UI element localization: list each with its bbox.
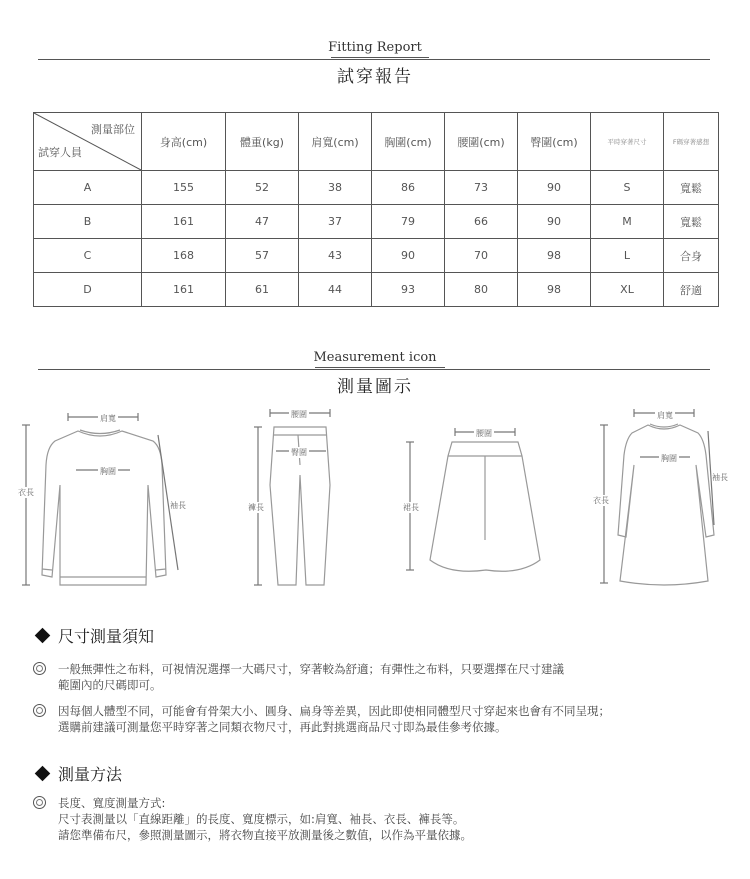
cell-waist: 73	[445, 171, 518, 205]
corner-bottom-label: 試穿人員	[38, 146, 82, 159]
cell-hip: 90	[518, 171, 591, 205]
cell-usual-size: L	[591, 239, 664, 273]
cell-weight: 61	[226, 273, 299, 307]
notice-heading	[33, 624, 154, 647]
cell-hip: 98	[518, 239, 591, 273]
method-item	[33, 795, 733, 843]
skirt-length-label: 裙長	[403, 503, 419, 512]
cell-weight: 57	[226, 239, 299, 273]
header-hip: 臀圍(cm)	[518, 113, 591, 171]
cell-chest: 79	[372, 205, 445, 239]
cell-hip: 98	[518, 273, 591, 307]
notice-heading-text: 尺寸測量須知	[58, 627, 155, 646]
diamond-icon	[35, 766, 51, 782]
cell-waist: 80	[445, 273, 518, 307]
fitting-title-en: Fitting Report	[328, 40, 422, 55]
header-weight: 體重(kg)	[226, 113, 299, 171]
header-usual-size: 平時穿著尺寸	[591, 113, 664, 171]
shirt-length-label: 衣長	[18, 488, 34, 497]
fitting-title-underline	[331, 57, 429, 58]
cell-shoulder: 44	[299, 273, 372, 307]
table-header-row	[34, 113, 719, 171]
table-row	[34, 239, 719, 273]
shirt-shoulder-label: 肩寬	[100, 414, 116, 423]
cell-person: A	[34, 171, 142, 205]
table-row	[34, 171, 719, 205]
cell-usual-size: XL	[591, 273, 664, 307]
skirt-illustration	[400, 420, 550, 585]
dress-sleeve-label: 袖長	[712, 473, 728, 482]
notice-item	[33, 661, 733, 693]
method-line: 長度、寬度測量方式:	[58, 796, 166, 810]
pants-waist-label: 腰圍	[291, 410, 307, 419]
cell-shoulder: 38	[299, 171, 372, 205]
cell-shoulder: 37	[299, 205, 372, 239]
cell-height: 161	[142, 273, 226, 307]
notice-item	[33, 703, 733, 735]
cell-shoulder: 43	[299, 239, 372, 273]
skirt-waist-label: 腰圍	[476, 429, 492, 438]
notice-item-line: 選購前建議可測量您平時穿著之同類衣物尺寸，再此對挑選商品尺寸即為最佳參考依據。	[58, 720, 507, 734]
diamond-icon	[35, 628, 51, 644]
header-f-size-feel: F碼穿著感想	[664, 113, 719, 171]
header-waist: 腰圍(cm)	[445, 113, 518, 171]
cell-waist: 70	[445, 239, 518, 273]
corner-top-label: 測量部位	[91, 123, 135, 136]
method-heading-text: 測量方法	[58, 765, 123, 784]
dress-length-label: 衣長	[593, 496, 609, 505]
cell-hip: 90	[518, 205, 591, 239]
fitting-title-rule	[38, 59, 710, 60]
cell-chest: 86	[372, 171, 445, 205]
cell-usual-size: S	[591, 171, 664, 205]
cell-feel: 舒適	[664, 273, 719, 307]
circle-bullet-icon	[33, 704, 46, 717]
measure-title-en: Measurement icon	[313, 350, 437, 365]
circle-bullet-icon	[33, 662, 46, 675]
table-row	[34, 205, 719, 239]
header-height: 身高(cm)	[142, 113, 226, 171]
pants-length-label: 褲長	[248, 503, 264, 512]
cell-chest: 90	[372, 239, 445, 273]
header-chest: 胸圍(cm)	[372, 113, 445, 171]
cell-person: C	[34, 239, 142, 273]
corner-cell	[34, 113, 142, 171]
cell-usual-size: M	[591, 205, 664, 239]
cell-height: 155	[142, 171, 226, 205]
method-line: 請您準備布尺，參照測量圖示，將衣物直接平放測量後之數值，以作為平量依據。	[58, 828, 472, 842]
pants-illustration	[240, 405, 340, 595]
dress-shoulder-label: 肩寬	[657, 411, 673, 420]
cell-weight: 52	[226, 171, 299, 205]
dress-chest-label: 胸圍	[661, 454, 677, 463]
pants-hip-label: 臀圍	[291, 448, 307, 457]
shirt-chest-label: 胸圍	[100, 467, 116, 476]
cell-chest: 93	[372, 273, 445, 307]
shirt-sleeve-label: 袖長	[170, 501, 186, 510]
cell-height: 168	[142, 239, 226, 273]
header-shoulder: 肩寬(cm)	[299, 113, 372, 171]
cell-feel: 寬鬆	[664, 171, 719, 205]
fitting-title-zh: 試穿報告	[337, 67, 413, 87]
cell-person: D	[34, 273, 142, 307]
cell-feel: 合身	[664, 239, 719, 273]
method-line: 尺寸表測量以「直線距離」的長度、寬度標示，如:肩寬、袖長、衣長、褲長等。	[58, 812, 465, 826]
cell-person: B	[34, 205, 142, 239]
cell-feel: 寬鬆	[664, 205, 719, 239]
cell-height: 161	[142, 205, 226, 239]
measure-title-rule	[38, 369, 710, 370]
method-heading	[33, 762, 122, 785]
circle-bullet-icon	[33, 796, 46, 809]
table-row	[34, 273, 719, 307]
cell-weight: 47	[226, 205, 299, 239]
cell-waist: 66	[445, 205, 518, 239]
measure-title-zh: 測量圖示	[337, 377, 413, 397]
dress-illustration	[590, 405, 740, 595]
notice-item-line: 因每個人體型不同，可能會有骨架大小、圓身、扁身等差異，因此即使相同體型尺寸穿起來也會有不同呈現；	[58, 704, 610, 718]
notice-item-line: 一般無彈性之布料，可視情況選擇一大碼尺寸，穿著較為舒適；有彈性之布料，只要選擇在尺寸建議	[58, 662, 564, 676]
notice-item-line: 範圍內的尺碼即可。	[58, 678, 162, 692]
fitting-table	[33, 112, 719, 307]
measure-title-underline	[315, 367, 445, 368]
